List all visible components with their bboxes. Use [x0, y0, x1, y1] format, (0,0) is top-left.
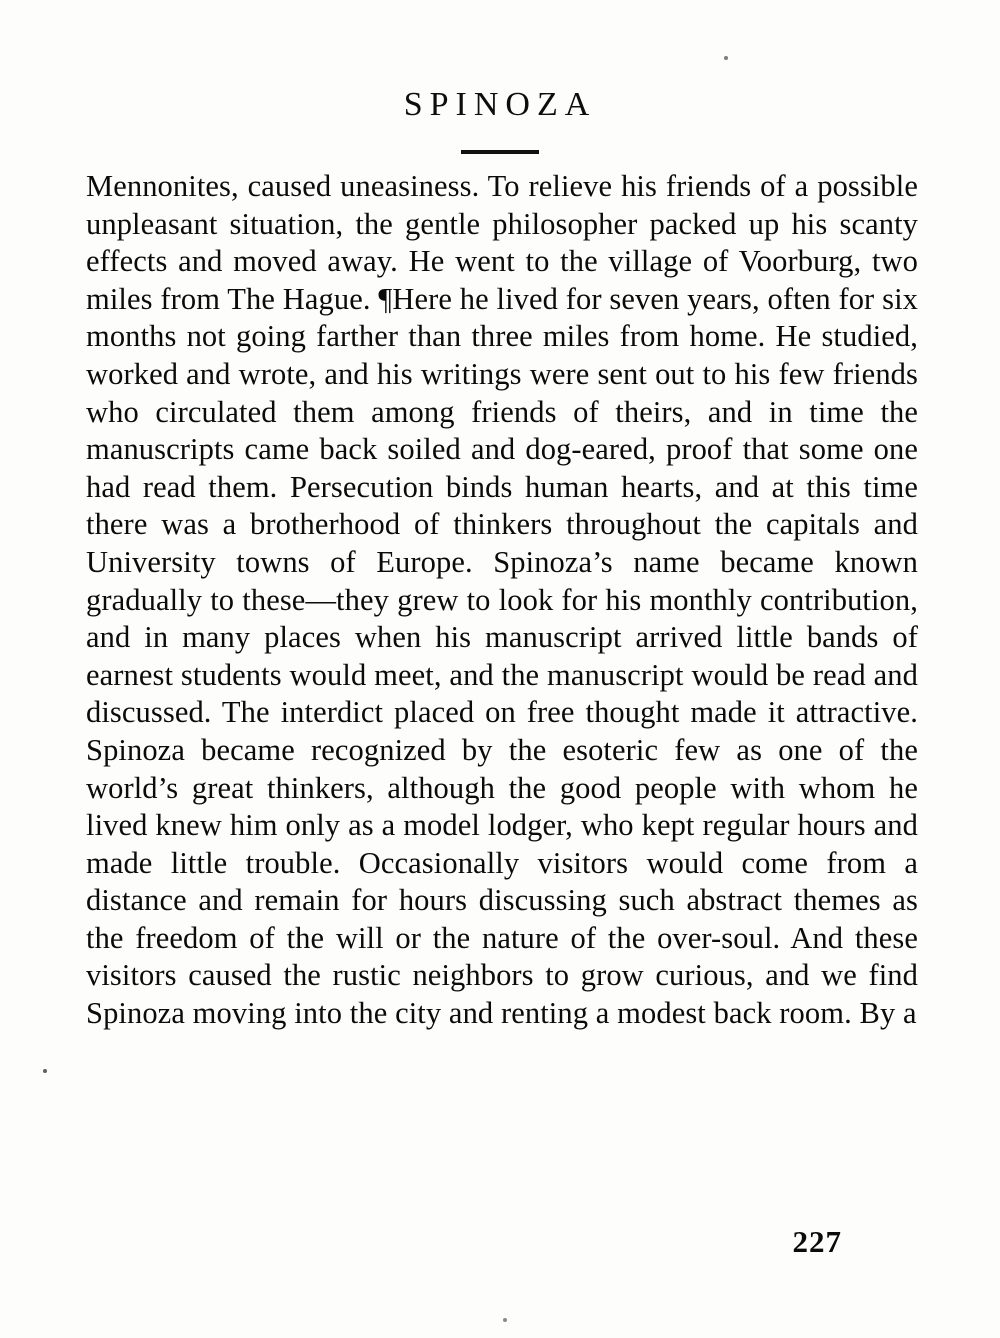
page-number: 227	[792, 1224, 842, 1259]
running-head: SPINOZA	[403, 86, 597, 123]
paragraph-1-text: Mennonites, caused uneasiness. To relieve his friends of a possible unpleasant situation, the gentle philosopher packed up his scanty effects and moved away. He went to the village of Voorburg, two miles from The Hague.	[86, 169, 918, 316]
pilcrow-mark: ¶	[378, 281, 393, 316]
page-body	[86, 168, 918, 1033]
paragraph-1	[86, 168, 918, 1033]
paragraph-2-text: Here he lived for seven years, often for six months not going farther than three miles from home. He studied, worked and wrote, and his writings were sent out to his few friends who circulated them among friends of theirs, and in time the manuscripts came back soiled and dog-eared, proof that some one had read them. Persecution binds human hearts, and at this time there was a brotherhood of thinkers throughout the capitals and University towns of Europe. Spinoza’s name became known gradually to these—they grew to look for his monthly contribution, and in many places when his manuscript arrived little bands of earnest students would meet, and the manuscript would be read and discussed. The interdict placed on free thought made it attractive. Spinoza became recognized by the esoteric few as one of the world’s great thinkers, although the good people with whom he lived knew him only as a model lodger, who kept regular hours and made little trouble. Occasionally visitors would come from a distance and remain for hours discussing such abstract themes as the freedom of the will or the nature of the over-soul. And these visitors caused the rustic neighbors to grow curious, and we find Spinoza moving into the city and renting a modest back room. By a	[86, 281, 918, 1031]
footer-speck-icon	[503, 1318, 507, 1322]
margin-speck-icon	[43, 1069, 47, 1073]
header-divider	[461, 150, 539, 154]
paper-speck-icon	[724, 56, 728, 60]
